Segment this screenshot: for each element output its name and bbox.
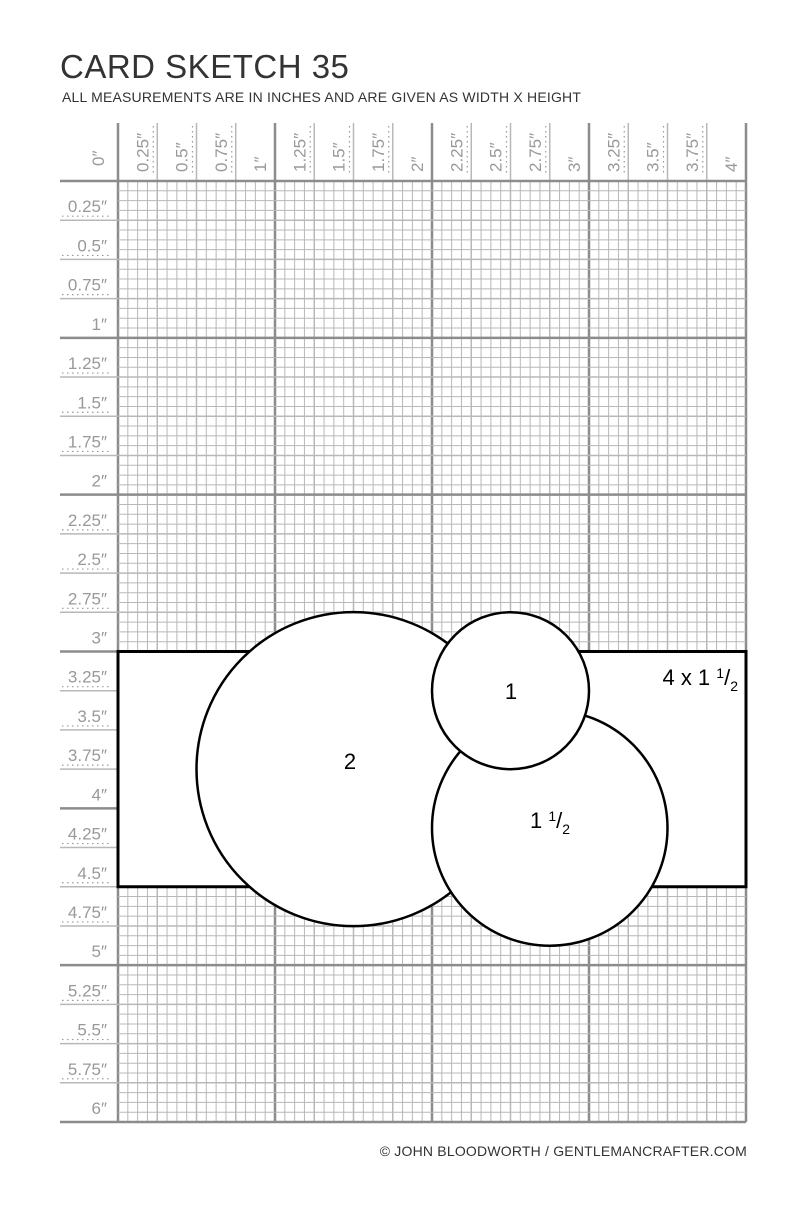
x-tick-label: 2″: [408, 156, 427, 172]
y-tick-label: 1.25″: [67, 354, 107, 374]
y-tick-label: 2.25″: [67, 510, 107, 530]
x-tick-label: 2.5″: [486, 142, 506, 172]
x-tick-label: 1.25″: [290, 132, 310, 172]
x-tick-label: 3″: [565, 156, 584, 172]
x-tick-label: 1″: [251, 156, 270, 172]
y-tick-label: 3.5″: [77, 706, 107, 726]
x-tick-label: 4″: [722, 156, 741, 172]
page-title: CARD SKETCH 35: [60, 48, 350, 85]
x-tick-label: 1.5″: [329, 142, 349, 172]
y-tick-label: 0.75″: [67, 275, 107, 295]
x-tick-label: 1.75″: [368, 132, 388, 172]
y-tick-label: 5.5″: [77, 1020, 107, 1040]
y-tick-label: 5.25″: [67, 981, 107, 1001]
x-tick-label: 0.5″: [172, 142, 192, 172]
x-tick-label: 3.75″: [682, 132, 702, 172]
y-tick-label: 3″: [91, 628, 107, 648]
circle-1-label: 1: [504, 679, 518, 704]
y-tick-label: 2.5″: [77, 550, 107, 570]
y-tick-label: 0.25″: [67, 197, 107, 217]
circle-2-label: 2: [343, 749, 357, 774]
y-tick-label: 3.75″: [67, 746, 107, 766]
y-tick-label: 5.75″: [67, 1059, 107, 1079]
x-tick-label: 2.75″: [525, 132, 545, 172]
x-tick-label: 3.5″: [643, 142, 663, 172]
y-tick-label: 0.5″: [77, 236, 107, 256]
page-subtitle: ALL MEASUREMENTS ARE IN INCHES AND ARE GIVEN AS WIDTH X HEIGHT: [62, 89, 582, 105]
origin-label: 0″: [89, 150, 108, 166]
x-tick-label: 0.75″: [211, 132, 231, 172]
y-tick-label: 1.75″: [67, 432, 107, 452]
y-tick-label: 3.25″: [67, 667, 107, 687]
shapes-layer: [118, 612, 746, 946]
rectangle-label: 4 x 1 $^1/_2$: [662, 665, 738, 694]
footer-credit: © JOHN BLOODWORTH / GENTLEMANCRAFTER.COM: [379, 1143, 747, 1159]
y-tick-label: 2.75″: [67, 589, 107, 609]
y-tick-label: 5″: [91, 942, 107, 962]
y-tick-label: 1.5″: [77, 393, 107, 413]
y-tick-label: 4.5″: [77, 863, 107, 883]
y-tick-label: 1″: [91, 314, 107, 334]
x-tick-label: 3.25″: [604, 132, 624, 172]
circle-1-5-label: 1 $^1/_2$: [529, 808, 571, 837]
y-tick-label: 4.75″: [67, 902, 107, 922]
x-tick-label: 2.25″: [447, 132, 467, 172]
y-tick-label: 6″: [91, 1099, 107, 1118]
y-tick-label: 2″: [91, 471, 107, 491]
x-tick-label: 0.25″: [133, 132, 153, 172]
y-tick-label: 4.25″: [67, 824, 107, 844]
y-tick-label: 4″: [91, 785, 107, 805]
